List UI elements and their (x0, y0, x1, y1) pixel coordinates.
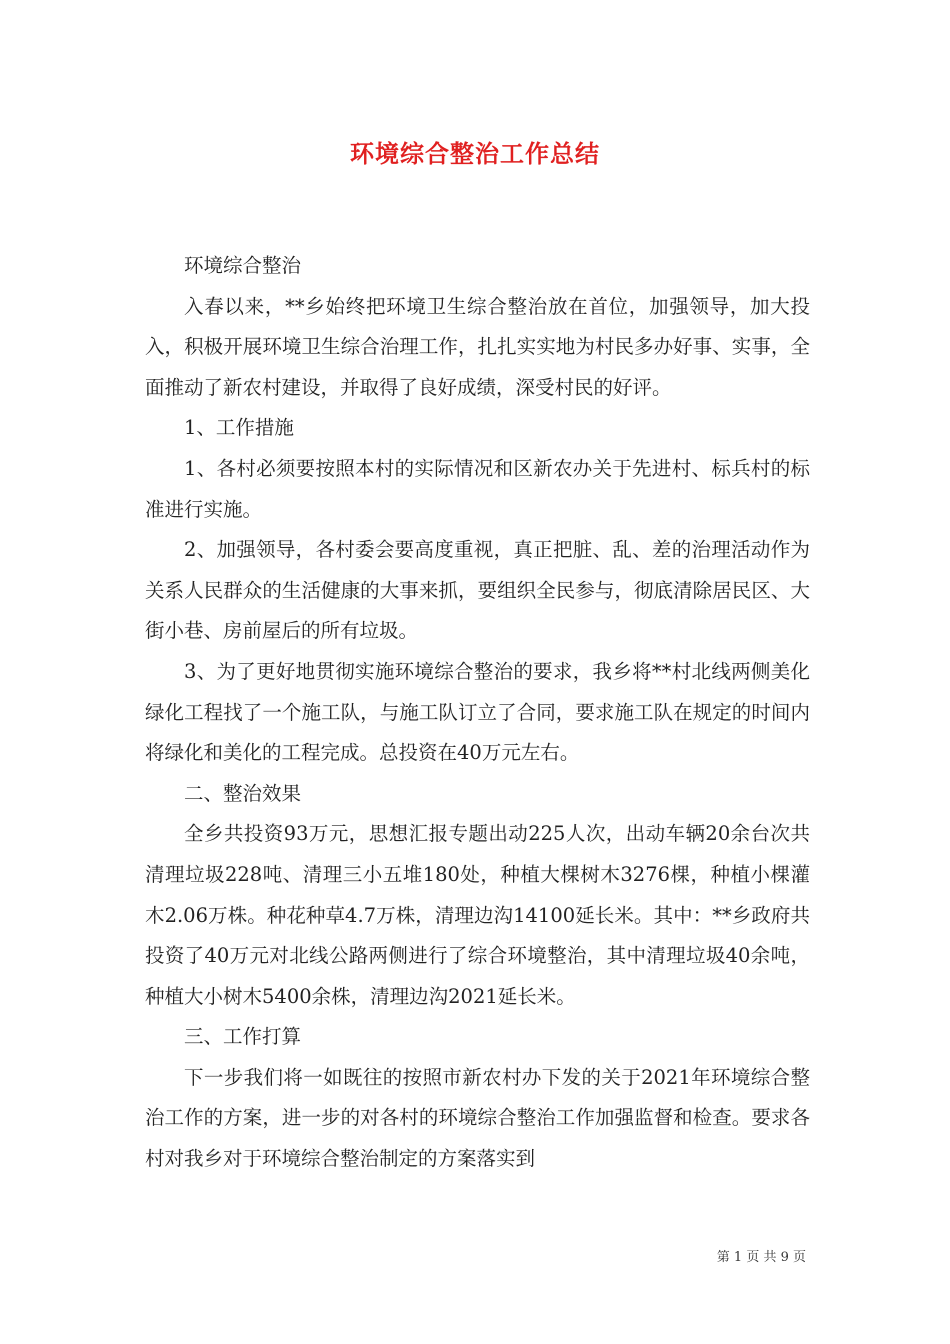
paragraph: 1、各村必须要按照本村的实际情况和区新农办关于先进村、标兵村的标准进行实施。 (145, 456, 810, 521)
paragraph: 入春以来，**乡始终把环境卫生综合整治放在首位，加强领导，加大投入，积极开展环境卫生综合治理工作，扎扎实实地为村民多办好事、实事，全面推动了新农村建设，并取得了良好成绩，深受村民的好评。 (145, 294, 810, 399)
paragraph: 3、为了更好地贯彻实施环境综合整治的要求，我乡将**村北线两侧美化绿化工程找了一个施工队，与施工队订立了合同，要求施工队在规定的时间内将绿化和美化的工程完成。总投资在40万元左右。 (145, 659, 810, 765)
section-heading: 1、工作措施 (184, 416, 294, 440)
page-number: 第 1 页 共 9 页 (716, 1250, 806, 1265)
section-heading: 三、工作打算 (184, 1025, 302, 1049)
paragraph: 全乡共投资93万元，思想汇报专题出动225人次，出动车辆20余台次共清理垃圾228吨、清理三小五堆180处，种植大棵树木3276棵，种植小棵灌木2.06万株。种花种草4.7万株，清理边沟14100延长米。其中：**乡政府共投资了40万元对北线公路两侧进行了综合环境整治，其中清理垃圾40余吨，种植大小树木5400余株，清理边沟2021延长米。 (145, 822, 810, 1008)
section-heading: 二、整治效果 (184, 781, 302, 805)
paragraph: 下一步我们将一如既往的按照市新农村办下发的关于2021年环境综合整治工作的方案，进一步的对各村的环境综合整治工作加强监督和检查。要求各村对我乡对于环境综合整治制定的方案落实到 (145, 1065, 810, 1171)
document-title: 环境综合整治工作总结 (350, 140, 600, 168)
document-body (145, 246, 810, 1180)
paragraph: 环境综合整治 (184, 254, 302, 277)
paragraph: 2、加强领导，各村委会要高度重视，真正把脏、乱、差的治理活动作为关系人民群众的生活健康的大事来抓，要组织全民参与，彻底清除居民区、大街小巷、房前屋后的所有垃圾。 (145, 538, 810, 643)
